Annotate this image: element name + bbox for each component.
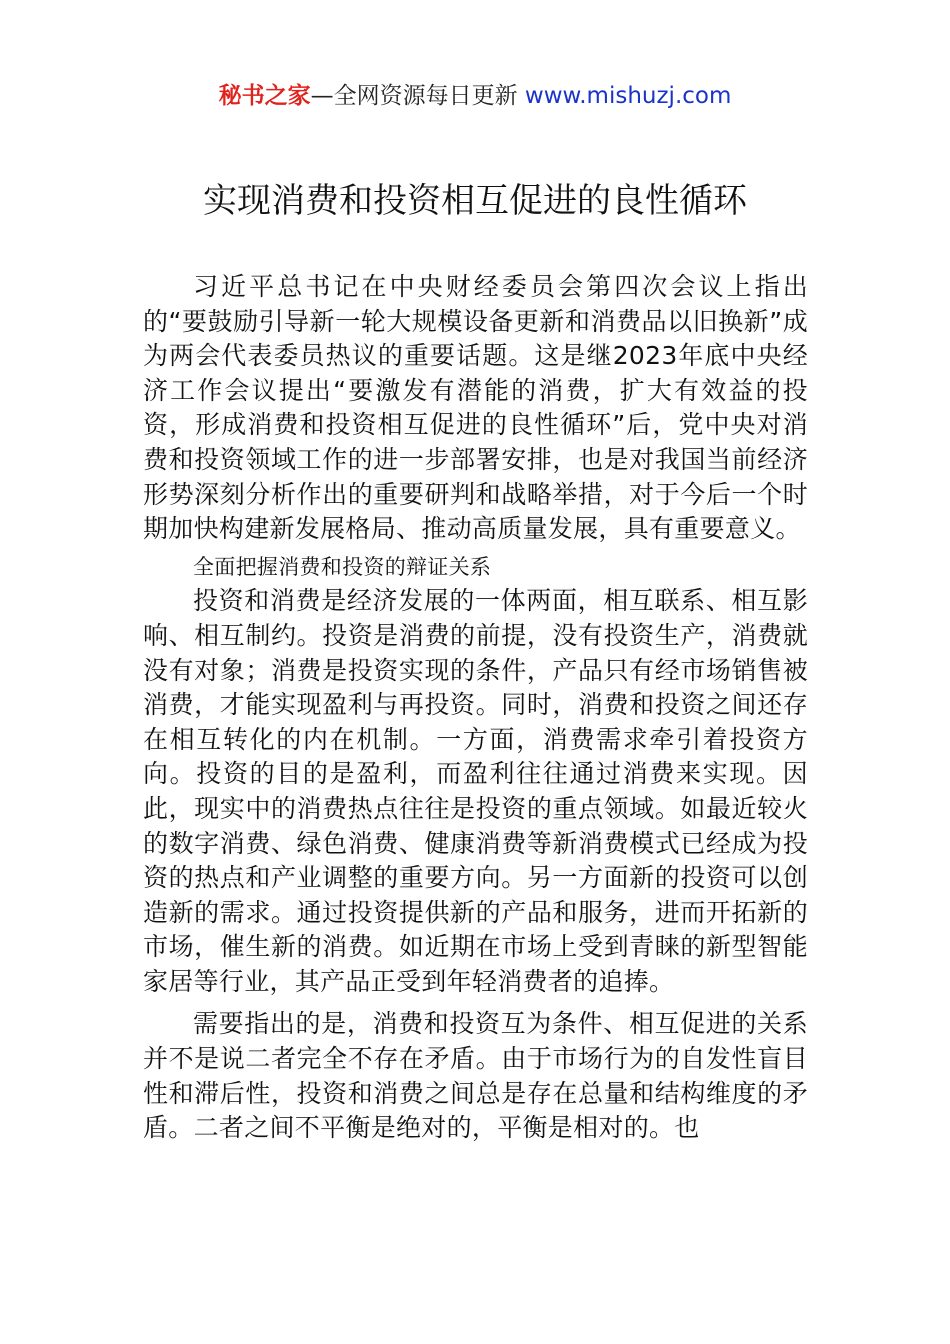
paragraph-contradiction: 需要指出的是，消费和投资互为条件、相互促进的关系并不是说二者完全不存在矛盾。由于市场行为的自发性盲目性和滞后性，投资和消费之间总是存在总量和结构维度的矛盾。二者之间不平衡是绝对的，平衡是相对的。也 xyxy=(143,1009,808,1143)
site-header xyxy=(0,80,950,112)
document-body xyxy=(143,270,808,1146)
paragraph-relationship: 投资和消费是经济发展的一体两面，相互联系、相互影响、相互制约。投资是消费的前提，没有投资生产，消费就没有对象；消费是投资实现的条件，产品只有经市场销售被消费，才能实现盈利与再投资。同时，消费和投资之间还存在相互转化的内在机制。一方面，消费需求牵引着投资方向。投资的目的是盈利，而盈利往往通过消费来实现。因此，现实中的消费热点往往是投资的重点领域。如最近较火的数字消费、绿色消费、健康消费等新消费模式已经成为投资的热点和产业调整的重要方向。另一方面新的投资可以创造新的需求。通过投资提供新的产品和服务，进而开拓新的市场，催生新的消费。如近期在市场上受到青睐的新型智能家居等行业，其产品正受到年轻消费者的追捧。 xyxy=(143,586,808,996)
brand-name: 秘书之家 xyxy=(218,83,311,109)
section-heading: 全面把握消费和投资的辩证关系 xyxy=(193,554,492,579)
site-url-link[interactable]: www.mishuzj.com xyxy=(524,83,732,109)
paragraph-intro: 习近平总书记在中央财经委员会第四次会议上指出的“要鼓励引导新一轮大规模设备更新和消费品以旧换新”成为两会代表委员热议的重要话题。这是继2023年底中央经济工作会议提出“要激发有潜能的消费，扩大有效益的投资，形成消费和投资相互促进的良性循环”后，党中央对消费和投资领域工作的进一步部署安排，也是对我国当前经济形势深刻分析作出的重要研判和战略举措，对于今后一个时期加快构建新发展格局、推动高质量发展，具有重要意义。 xyxy=(143,272,808,544)
header-tagline: —全网资源每日更新 xyxy=(310,83,518,109)
document-title: 实现消费和投资相互促进的良性循环 xyxy=(203,181,747,221)
